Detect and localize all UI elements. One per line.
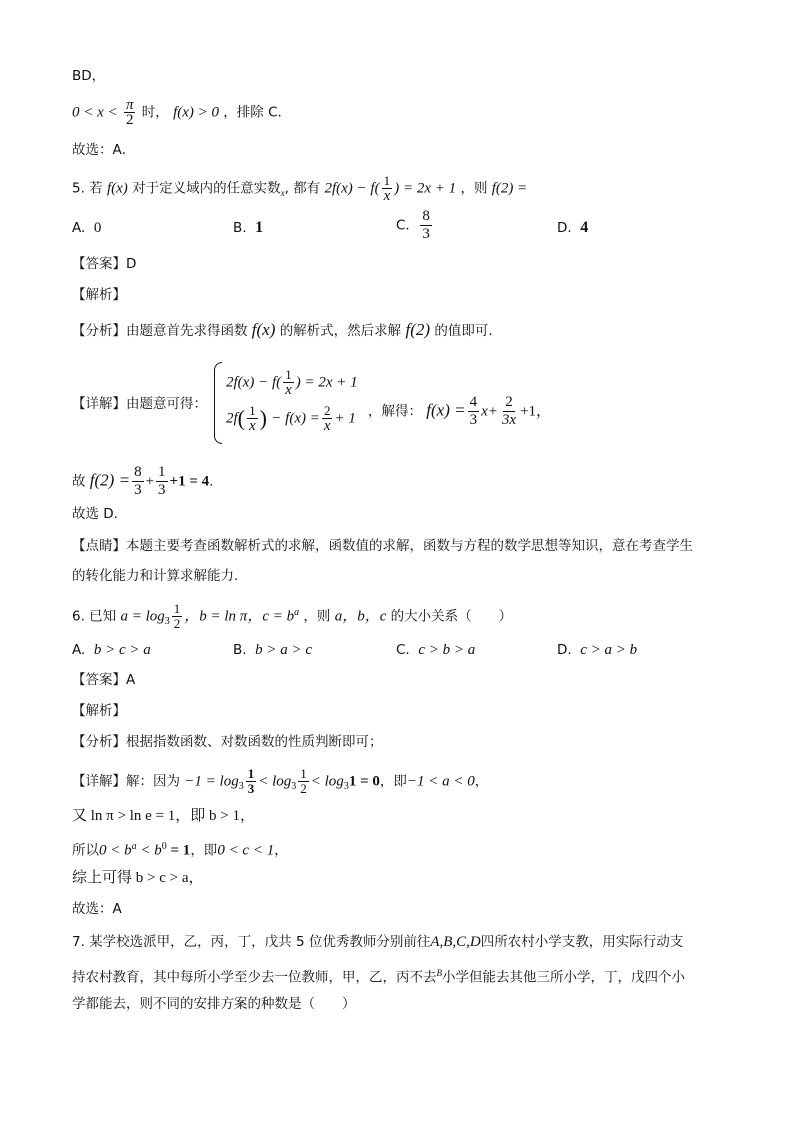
system-eq-2: 2f( $\frac{1}{x}$ ) − f(x) = $\frac{2}{x}$ + 1 xyxy=(226,403,356,434)
fenxi-line: 【分析】根据指数函数、对数函数的性质判断即可； xyxy=(72,734,383,750)
fraction: $\frac{1}{x}$ xyxy=(285,367,292,398)
analysis-heading: 【解析】 xyxy=(72,703,126,719)
option-a: A. 0 xyxy=(72,220,102,236)
option-d: D. 4 xyxy=(557,219,589,236)
question-7-line-3: 学都能去，则不同的安排方案的种数是（ ） xyxy=(72,996,356,1012)
fraction: $\frac{4}{3}$ xyxy=(469,394,478,428)
analysis-heading: 【解析】 xyxy=(72,287,126,303)
xiangjie-line: 【详解】解：因为 $-1 = \log_3$ $\frac{1}{3}$ < $\log_3$ $\frac{1}{2}$ < $\log_31 = 0$，即−1 < a < 0， xyxy=(72,766,489,796)
answer-line: 故选：A． xyxy=(72,142,136,158)
question-7-line-1: 7. 某学校选派甲，乙，丙，丁，戊共 5 位优秀教师分别前往A,B,C,D四所农村小学支教，用实际行动支 xyxy=(72,934,684,950)
text-line xyxy=(72,66,105,86)
option-d: D. c > a > b xyxy=(557,642,638,658)
fraction: $\frac{8}{3}$ xyxy=(422,208,430,242)
option-a: A. b > c > a xyxy=(72,642,151,658)
question-6-stem: 6. 已知 $a = \log_3$ $\frac{1}{2}$ ，b = ln π，$c = b^a$ ，则 a，b，c 的大小关系（ ） xyxy=(72,601,513,631)
question-7-line-2: 持农村教育，其中每所小学至少去一位教师，甲，乙，丙不去$^B$小学但能去其他三所小学，丁，戊四个小 xyxy=(72,968,685,986)
fraction: $\frac{8}{3}$ xyxy=(134,464,142,498)
math: f(x) > 0 xyxy=(173,104,219,121)
question-5-stem: 5. 若 f(x) 对于定义域内的任意实数$_x$, 都有 2f(x) − f( $\frac{1}{x}$ ) = 2x + 1 ，则 f(2) = xyxy=(72,173,528,204)
result-line: 故 f(2) = $\frac{8}{3}$ + $\frac{1}{3}$ +1 = 4. xyxy=(72,464,214,498)
option-c: C. $\frac{8}{3}$ xyxy=(396,208,430,242)
system-eq-1: 2f(x) − f( $\frac{1}{x}$ ) = 2x + 1 xyxy=(226,367,358,398)
option-b: B. 1 xyxy=(233,219,264,236)
answer-line: 【答案】D xyxy=(72,256,137,272)
xiangjie-label: 【详解】由题意可得： xyxy=(72,396,207,412)
fraction: $\frac{1}{x}$ xyxy=(383,173,391,204)
fraction: $\frac{1}{3}$ xyxy=(247,766,255,796)
fenxi-line: 【分析】由题意首先求得函数 f(x) 的解析式，然后求解 f(2) 的值即可. xyxy=(72,320,493,339)
fraction: $\frac{1}{3}$ xyxy=(158,464,166,498)
fraction: $\frac{2}{3x}$ xyxy=(501,394,517,428)
option-c: C. c > b > a xyxy=(396,642,476,658)
fraction: $\frac{\pi}{2}$ xyxy=(125,97,134,128)
text-line: 综上可得 b > c > a， xyxy=(72,870,204,886)
fraction: $\frac{2}{x}$ xyxy=(323,403,331,434)
text-line: 又 ln π > ln e = 1，即 b > 1， xyxy=(72,808,255,824)
fraction: $\frac{1}{2}$ xyxy=(173,601,181,631)
fraction: $\frac{1}{2}$ xyxy=(300,766,307,796)
option-b: B. b > a > c xyxy=(233,642,313,658)
text: BD， xyxy=(72,68,106,84)
answer-line: 【答案】A xyxy=(72,672,136,688)
dianjing-line: 【点睛】本题主要考查函数解析式的求解，函数值的求解，函数与方程的数学思想等知识，意在考查学生 xyxy=(72,538,693,554)
fraction: $\frac{1}{x}$ xyxy=(249,403,256,434)
text-line: 所以$0 < b^a < b^0 = 1$，即0 < c < 1， xyxy=(72,841,288,859)
system-brace xyxy=(214,362,222,444)
text: 时， xyxy=(141,104,169,121)
final-answer: 故选：A xyxy=(72,901,122,917)
solution: ，解得： f(x) = $\frac{4}{3}$ x+ $\frac{2}{3x}$ +1， xyxy=(368,394,552,428)
dianjing-line-2: 的转化能力和计算求解能力. xyxy=(72,568,239,584)
condition-line xyxy=(72,98,291,127)
text: ，排除 C． xyxy=(223,104,292,121)
math: 0 < x < xyxy=(72,104,118,121)
final-answer: 故选 D. xyxy=(72,506,118,522)
